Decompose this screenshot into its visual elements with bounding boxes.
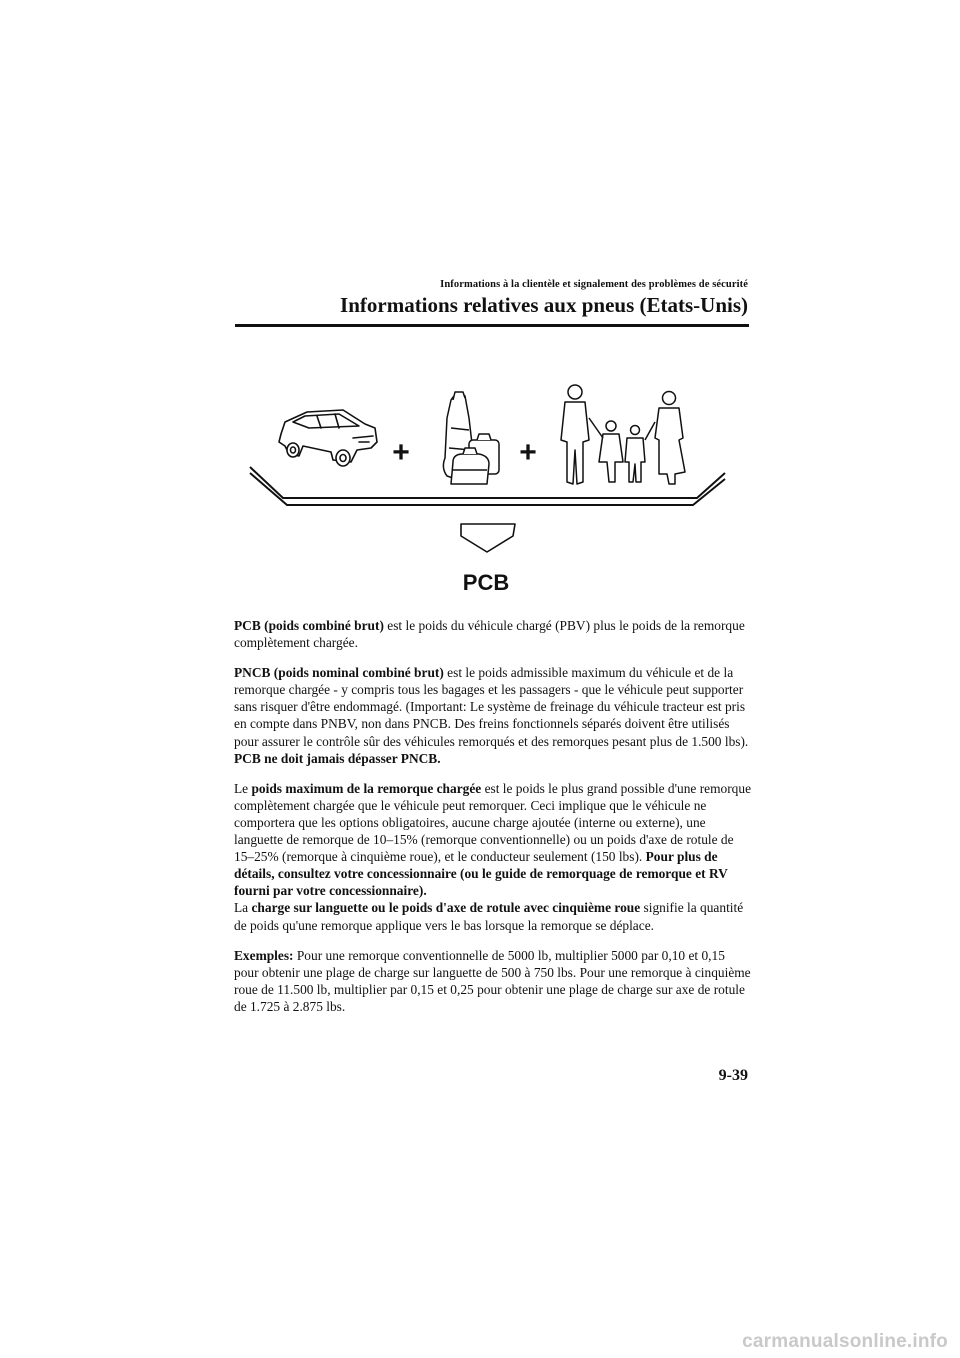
paragraph-tongue-load-text: signifie la quantité de poids qu'une remorque applique vers le bas lorsque la remorque se déplace. (234, 900, 744, 933)
paragraph-max-trailer-lead: Le (234, 780, 252, 796)
body-text (234, 617, 752, 1028)
paragraph-pcb (234, 617, 752, 651)
paragraph-max-trailer (234, 780, 752, 900)
paragraph-tongue-load-lead: La (234, 900, 252, 916)
term-pncb: PNCB (poids nominal combiné brut) (234, 665, 444, 681)
plus-sign-1: + (392, 436, 410, 469)
paragraph-pcb-text: est le poids du véhicule chargé (PBV) plus le poids de la remorque complètement chargée. (234, 618, 745, 651)
paragraph-examples-text: Pour une remorque conventionnelle de 5000 lb, multiplier 5000 par 0,10 et 0,15 pour obtenir une plage de charge sur languette de 500 à 750 lbs. Pour une remorque à cinquième roue de 11.500 lb, multiplier par 0,15 et 0,25 pour obtenir une plage de charge sur axe de rotule de 1.725 à 2.875 lbs. (234, 947, 751, 1014)
gcw-illustration (247, 378, 737, 596)
dealer-note: Pour plus de détails, consultez votre concessionnaire (ou le guide de remorquage de remorque et RV fourni par votre concessionnaire). (234, 849, 728, 899)
term-pcb: PCB (poids combiné brut) (234, 618, 384, 633)
paragraph-examples (234, 947, 752, 1015)
plus-sign-2: + (519, 436, 537, 469)
page-title: Informations relatives aux pneus (Etats-Unis) (340, 293, 748, 317)
family-icon (561, 385, 685, 484)
term-tongue-load: charge sur languette ou le poids d'axe de rotule avec cinquième roue (251, 900, 641, 916)
page-number: 9-39 (718, 1067, 748, 1084)
paragraph-pncb-text: est le poids admissible maximum du véhicule et de la remorque chargée - y compris tous les bagages et les passagers - que le véhicule peut supporter sans risquer d'être endommagé. (Important: Le système de freinage du véhicule tracteur est pris en compte dans PNBV, non dans PNCB. Des freins fonctionnels séparés doivent être utilisés pour assurer le contrôle sûr des véhicules remorqués et des remorques pesant plus de 1.500 lbs). (234, 665, 749, 749)
header-rule (235, 324, 749, 327)
gcw-label: PCB (462, 570, 510, 595)
car-icon (279, 410, 377, 466)
down-arrow-icon (461, 524, 515, 552)
term-examples: Exemples: (234, 947, 294, 963)
watermark: carmanualsonline.info (742, 1331, 948, 1352)
header-section-title: Informations à la clientèle et signalement des problèmes de sécurité (440, 279, 748, 290)
paragraph-pncb (234, 664, 752, 767)
paragraph-max-trailer-text: est le poids le plus grand possible d'une remorque complètement chargée que le véhicule peut remorquer. Ceci implique que le véhicule ne comportera que les options obligatoires, aucune charge ajoutée (interne ou externe), une languette de remorque de 10–15% (remorque conventionnelle) ou un poids d'axe de rotule de 15–25% (remorque à cinquième roue), et le conducteur seulement (150 lbs). (234, 780, 752, 865)
luggage-icon (443, 392, 499, 484)
pncb-warning: PCB ne doit jamais dépasser PNCB. (234, 750, 441, 766)
term-max-trailer: poids maximum de la remorque chargée (251, 780, 482, 796)
paragraph-tongue-load (234, 899, 752, 933)
